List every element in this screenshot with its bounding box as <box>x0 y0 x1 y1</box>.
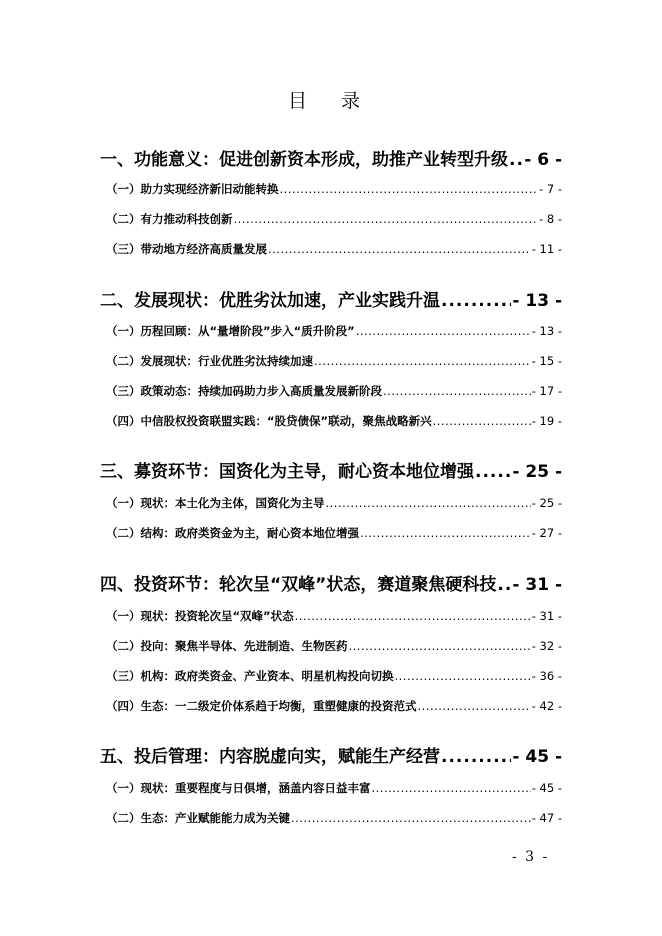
toc-entry-text: 二、发展现状：优胜劣汰加速，产业实践升温 <box>100 291 440 311</box>
toc-entry-page: - 19 - <box>531 414 562 428</box>
toc-entry-page: - 25 - <box>531 496 562 510</box>
toc-entry-page: - 31 - <box>512 575 562 595</box>
toc-entry-page: - 45 - <box>512 747 562 767</box>
toc-entry-text: 三、募资环节：国资化为主导，耐心资本地位增强 <box>100 462 474 482</box>
toc-entry-4-1[interactable] <box>106 608 562 624</box>
toc-entry-page: - 32 - <box>531 639 562 653</box>
toc-entry-text: 四、投资环节：轮次呈“双峰”状态，赛道聚焦硬科技 <box>100 575 497 595</box>
toc-entry-page: - 36 - <box>531 669 562 683</box>
toc-entry-section-2[interactable] <box>100 286 562 311</box>
toc-entry-page: - 13 - <box>531 324 562 338</box>
toc-entry-page: - 45 - <box>531 781 562 795</box>
toc-entry-page: - 7 - <box>539 182 562 196</box>
dot-leader <box>475 462 511 482</box>
toc-entry-text: （一）助力实现经济新旧动能转换 <box>106 182 279 196</box>
toc-title: 目 录 <box>287 90 375 112</box>
dot-leader <box>433 414 531 428</box>
dot-leader <box>349 639 531 653</box>
page-number: - 3 - <box>512 849 550 865</box>
toc-entry-page: - 27 - <box>531 526 562 540</box>
dot-leader <box>383 384 531 398</box>
toc-entry-text: 一、功能意义：促进创新资本形成，助推产业转型升级 <box>100 150 508 170</box>
dot-leader <box>314 354 531 368</box>
toc-entry-4-4[interactable] <box>106 698 562 714</box>
toc-entry-2-3[interactable] <box>106 383 562 399</box>
toc-entry-text: （二）有力推动科技创新 <box>106 212 233 226</box>
toc-entry-2-2[interactable] <box>106 353 562 369</box>
toc-entry-text: （四）中信股权投资联盟实践：“股贷债保”联动，聚焦战略新兴 <box>106 414 432 428</box>
dot-leader <box>360 526 531 540</box>
dot-leader <box>441 291 511 311</box>
dot-leader <box>291 811 531 825</box>
toc-entry-page: - 47 - <box>531 811 562 825</box>
dot-leader <box>441 747 511 767</box>
toc-entry-text: （二）生态：产业赋能能力成为关键 <box>106 811 290 825</box>
toc-entry-3-2[interactable] <box>106 525 562 541</box>
dot-leader <box>280 182 539 196</box>
toc-entry-text: （三）带动地方经济高质量发展 <box>106 242 267 256</box>
toc-entry-section-5[interactable] <box>100 742 562 767</box>
dot-leader <box>268 242 531 256</box>
toc-entry-1-2[interactable] <box>106 211 562 227</box>
toc-entry-text: （四）生态：一二级定价体系趋于均衡，重塑健康的投资范式 <box>106 699 417 713</box>
toc-entry-page: - 6 - <box>524 150 562 170</box>
dot-leader <box>295 609 531 623</box>
toc-entry-page: - 42 - <box>531 699 562 713</box>
toc-entry-text: （二）投向：聚焦半导体、先进制造、生物医药 <box>106 639 348 653</box>
toc-entry-section-4[interactable] <box>100 570 562 595</box>
toc-entry-2-1[interactable] <box>106 323 562 339</box>
toc-entry-5-2[interactable] <box>106 810 562 826</box>
toc-entry-page: - 25 - <box>512 462 562 482</box>
toc-entry-text: （一）历程回顾：从“量增阶段”步入“质升阶段” <box>106 324 355 338</box>
toc-entry-1-3[interactable] <box>106 241 562 257</box>
toc-entry-page: - 15 - <box>531 354 562 368</box>
dot-leader <box>395 669 531 683</box>
toc-entry-text: 五、投后管理：内容脱虚向实，赋能生产经营 <box>100 747 440 767</box>
toc-entry-4-2[interactable] <box>106 638 562 654</box>
toc-entry-page: - 13 - <box>512 291 562 311</box>
dot-leader <box>326 496 531 510</box>
toc-entry-page: - 31 - <box>531 609 562 623</box>
dot-leader <box>372 781 531 795</box>
toc-entry-3-1[interactable] <box>106 495 562 511</box>
dot-leader <box>509 150 523 170</box>
toc-entry-text: （一）现状：重要程度与日俱增，涵盖内容日益丰富 <box>106 781 371 795</box>
toc-entry-text: （三）政策动态：持续加码助力步入高质量发展新阶段 <box>106 384 382 398</box>
toc-entry-page: - 8 - <box>539 212 562 226</box>
toc-entry-text: （一）现状：投资轮次呈“双峰”状态 <box>106 609 294 623</box>
toc-entry-section-1[interactable] <box>100 145 562 170</box>
toc-entry-section-3[interactable] <box>100 457 562 482</box>
toc-entry-text: （二）结构：政府类资金为主，耐心资本地位增强 <box>106 526 359 540</box>
toc-entry-4-3[interactable] <box>106 668 562 684</box>
toc-entry-2-4[interactable] <box>106 413 562 429</box>
toc-entry-5-1[interactable] <box>106 780 562 796</box>
dot-leader <box>418 699 531 713</box>
dot-leader <box>234 212 539 226</box>
dot-leader <box>497 575 511 595</box>
toc-entry-page: - 11 - <box>531 242 562 256</box>
toc-entry-text: （一）现状：本土化为主体，国资化为主导 <box>106 496 325 510</box>
toc-entry-text: （二）发展现状：行业优胜劣汰持续加速 <box>106 354 313 368</box>
toc-entry-page: - 17 - <box>531 384 562 398</box>
toc-entry-text: （三）机构：政府类资金、产业资本、明星机构投向切换 <box>106 669 394 683</box>
toc-entry-1-1[interactable] <box>106 181 562 197</box>
dot-leader <box>356 324 531 338</box>
